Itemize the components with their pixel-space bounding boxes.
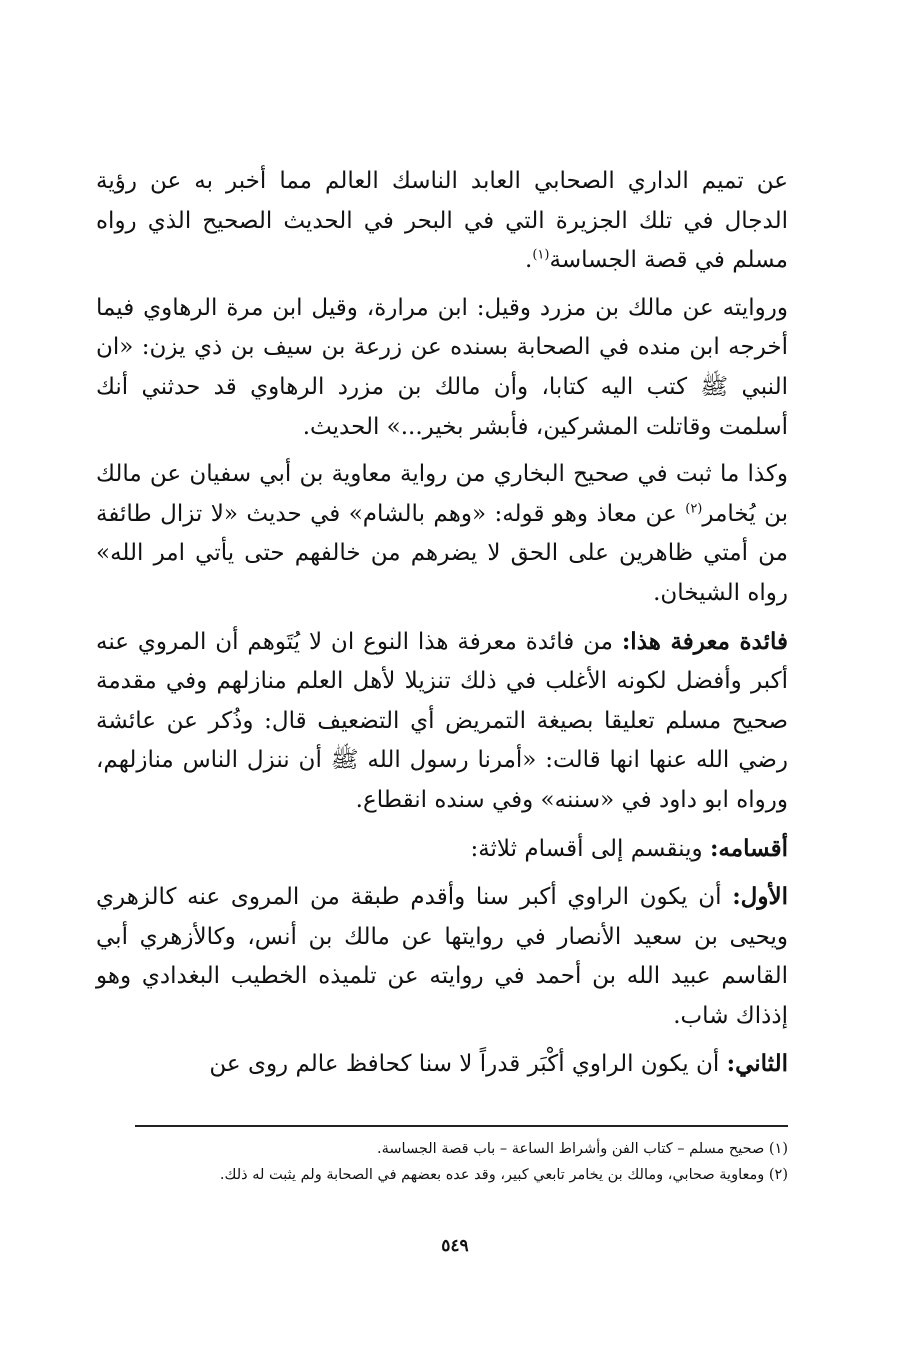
footnote-mark: (٢) (685, 501, 703, 517)
footnote-divider (135, 1125, 788, 1127)
sections-heading: أقسامه: (709, 834, 788, 862)
first-heading: الأول: (732, 883, 789, 911)
footnote-2: (٢) ومعاوية صحابي، ومالك بن يخامر تابعي كبير، وقد عده بعضهم في الصحابة ولم يثبت له ذلك. (219, 1167, 788, 1183)
footnote-mark: (١) (532, 247, 550, 263)
second-heading: الثاني: (726, 1050, 788, 1078)
page-number: ٥٤٩ (441, 1236, 469, 1256)
paragraph-text: أن يكون الراوي أكْبَر قدراً لا سنا كحافظ عالم روى عن (209, 1051, 720, 1078)
benefit-heading: فائدة معرفة هذا: (621, 627, 788, 655)
paragraph-text: وينقسم إلى أقسام ثلاثة: (470, 835, 703, 862)
paragraph-text: وروايته عن مالك بن مزرد وقيل: ابن مرارة، وقيل ابن مرة الرهاوي فيما أخرجه ابن منده في الصحابة بسنده عن زرعة بن سيف بن ذي يزن: «ان النبي ﷺ كتب اليه كتابا، وأن مالك بن مزرد الرهاوي قد حدثني أنك أسلمت وقاتلت المشركين، فأبشر بخير...» الحديث. (96, 294, 788, 440)
paragraph-sections (96, 829, 788, 870)
footnotes (128, 1136, 788, 1188)
paragraph-text: أن يكون الراوي أكبر سنا وأقدم طبقة من المروى عنه كالزهري ويحيى بن سعيد الأنصار في روايتها عن مالك بن أنس، وكالأزهري أبي القاسم عبيد الله بن أحمد في روايته عن تلميذه الخطيب البغدادي وهو إذذاك شاب. (96, 884, 788, 1029)
body-text (96, 162, 788, 1093)
paragraph-text: عن معاذ وهو قوله: «وهم بالشام» في حديث «لا تزال طائفة من أمتي ظاهرين على الحق لا يضرهم من خالفهم حتى يأتي امر الله» رواه الشيخان. (96, 500, 788, 606)
paragraph-tamim: عن تميم الداري الصحابي العابد الناسك العالم مما أخبر به عن رؤية الدجال في تلك الجزيرة التي في البحر في الحديث الصحيح الذي رواه مسلم في قصة الجساسة$^{(١)}$. (96, 168, 788, 274)
paragraph-benefit (96, 622, 788, 821)
paragraph-text: من فائدة معرفة هذا النوع ان لا يُتَوهم أن المروي عنه أكبر وأفضل لكونه الأغلب في ذلك تنزيلا لأهل العلم منازلهم وفي مقدمة صحيح مسلم تعليقا بصيغة التمريض أي التضعيف قال: وذُكر عن عائشة رضي الله عنها انها قالت: «أمرنا رسول الله ﷺ أن ننزل الناس منازلهم، ورواه ابو داود في «سننه» وفي سنده انقطاع. (96, 628, 788, 813)
paragraph-text: عن تميم الداري الصحابي العابد الناسك العالم مما أخبر به عن رؤية الدجال في تلك الجزيرة التي في البحر في الحديث الصحيح الذي رواه مسلم في قصة الجساسة (96, 168, 788, 274)
paragraph-text: وكذا ما ثبت في صحيح البخاري من رواية معاوية بن أبي سفيان عن مالك بن يُخامر (96, 461, 788, 527)
paragraph-first (96, 877, 788, 1036)
paragraph-malik-mazrad (96, 289, 788, 447)
footnote-1: (١) صحيح مسلم – كتاب الفن وأشراط الساعة – باب قصة الجساسة. (377, 1141, 788, 1157)
paragraph-bukhari (96, 455, 788, 613)
paragraph-second (96, 1044, 788, 1085)
